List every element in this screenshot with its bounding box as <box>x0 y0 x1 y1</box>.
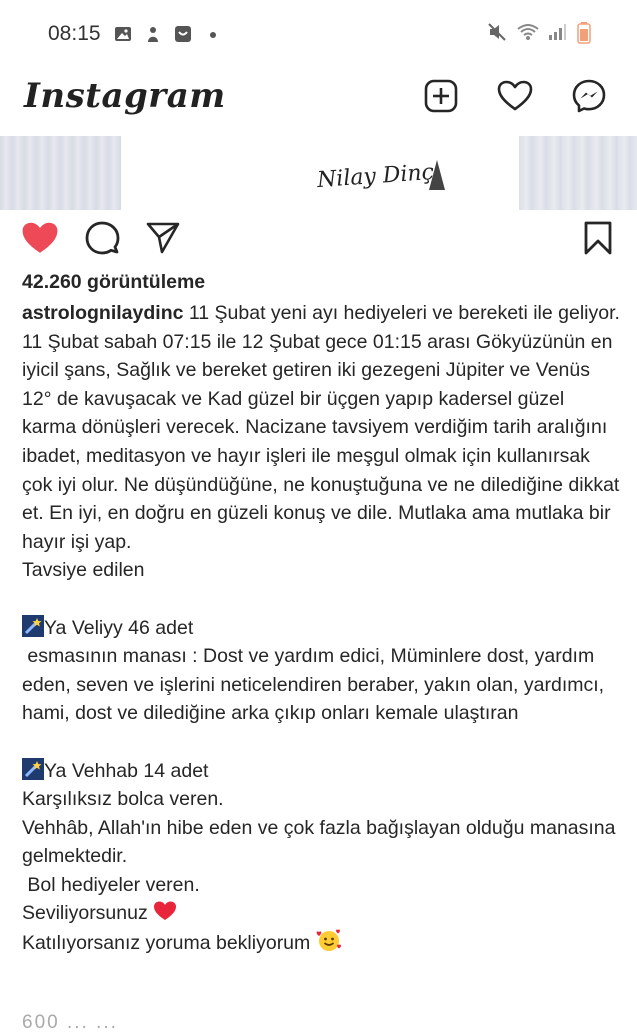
save-button[interactable] <box>578 218 618 258</box>
image-center-panel <box>121 136 519 210</box>
image-triangle-mark <box>429 160 445 190</box>
status-icons-right <box>487 22 597 42</box>
pet-icon <box>143 24 163 44</box>
status-time: 08:15 <box>48 22 101 45</box>
caption-item1-desc: esmasının manası : Dost ve yardım edici, Müminlere dost, yardım eden, seven ve işlerini neticelendiren beraber, yakın olan, yardımcı, hami, dost ve dilediğine arka çıkıp onları kemale ulaştıran <box>22 645 610 725</box>
messenger-button[interactable] <box>571 78 607 114</box>
image-signature: Nilay Dinç <box>316 159 435 194</box>
messenger-icon <box>571 78 607 114</box>
caption-recommended: Tavsiye edilen <box>22 559 145 582</box>
heart-filled-icon <box>21 221 59 255</box>
caption-paragraph: 11 Şubat yeni ayı hediyeleri ve bereketi ile geliyor. 11 Şubat sabah 07:15 ile 12 Şubat gece 01:15 arası Gökyüzünün en iyicil şans, Sağlık ve bereket getiren iki gezegeni Jüpiter ve Venüs 12° de kavuşacak ve Kad güzel bir üçgen yapıp kadersel güzel karma dönüşleri verecek. Nacizane tavsiyem verdiğim tarih aralığını ibadet, meditasyon ve hayır işleri ile meşgul olmak için kullanırsak çok iyi olur. Ne düşündüğüne, ne konuştuğuna ve ne dilediğine dikkat et. En iyi, en doğru en güzeli konuş ve dile. Mutlaka ama mutlaka bir hayır işi yap. <box>22 302 620 553</box>
shooting-star-emoji-icon <box>22 615 44 637</box>
caption-final-line: Katılıyorsanız yoruma bekliyorum <box>22 932 311 955</box>
new-post-button[interactable] <box>423 78 459 114</box>
mute-icon <box>487 22 507 42</box>
caption-item2-line2: Vehhâb, Allah'ın hibe eden ve çok fazla bağışlayan olduğu manasına gelmektedir. <box>22 816 616 868</box>
post-content <box>22 264 622 958</box>
wifi-icon <box>517 22 537 42</box>
caption-item2-title: Ya Vehhab 14 adet <box>44 759 209 782</box>
caption-item1-title: Ya Veliyy 46 adet <box>44 616 194 639</box>
heart-outline-icon <box>497 80 533 112</box>
caption-love-line: Seviliyorsunuz <box>22 902 148 925</box>
plus-square-icon <box>424 79 458 113</box>
image-right-panel <box>519 136 637 210</box>
image-icon <box>113 24 133 44</box>
caption <box>22 299 622 958</box>
red-heart-emoji-icon <box>153 900 175 922</box>
image-left-panel <box>0 136 121 210</box>
post-image[interactable] <box>0 136 637 210</box>
bookmark-icon <box>583 220 613 256</box>
caption-username[interactable]: astrolognilaydinc <box>22 302 184 324</box>
status-bar <box>0 0 637 70</box>
app-header <box>0 70 637 136</box>
cutoff-text: 600 ... ... <box>22 1012 118 1033</box>
like-button[interactable] <box>20 218 60 258</box>
comment-button[interactable] <box>82 218 122 258</box>
battery-icon <box>577 22 597 42</box>
caption-item2-line1: Karşılıksız bolca veren. <box>22 788 224 811</box>
status-icons-left <box>113 24 223 44</box>
shopping-bag-icon <box>173 24 193 44</box>
smiling-face-with-hearts-emoji-icon <box>316 928 338 950</box>
send-icon <box>145 220 181 256</box>
comment-icon <box>84 220 120 256</box>
post-action-bar <box>0 210 637 262</box>
share-button[interactable] <box>143 218 183 258</box>
shooting-star-emoji-icon <box>22 758 44 780</box>
signal-icon <box>547 22 567 42</box>
activity-button[interactable] <box>497 78 533 114</box>
dot-icon <box>203 24 223 44</box>
instagram-logo[interactable]: Instagram <box>24 76 226 116</box>
header-actions <box>423 78 607 114</box>
caption-item2-line3: Bol hediyeler veren. <box>22 873 200 896</box>
view-count[interactable]: 42.260 görüntüleme <box>22 271 206 293</box>
